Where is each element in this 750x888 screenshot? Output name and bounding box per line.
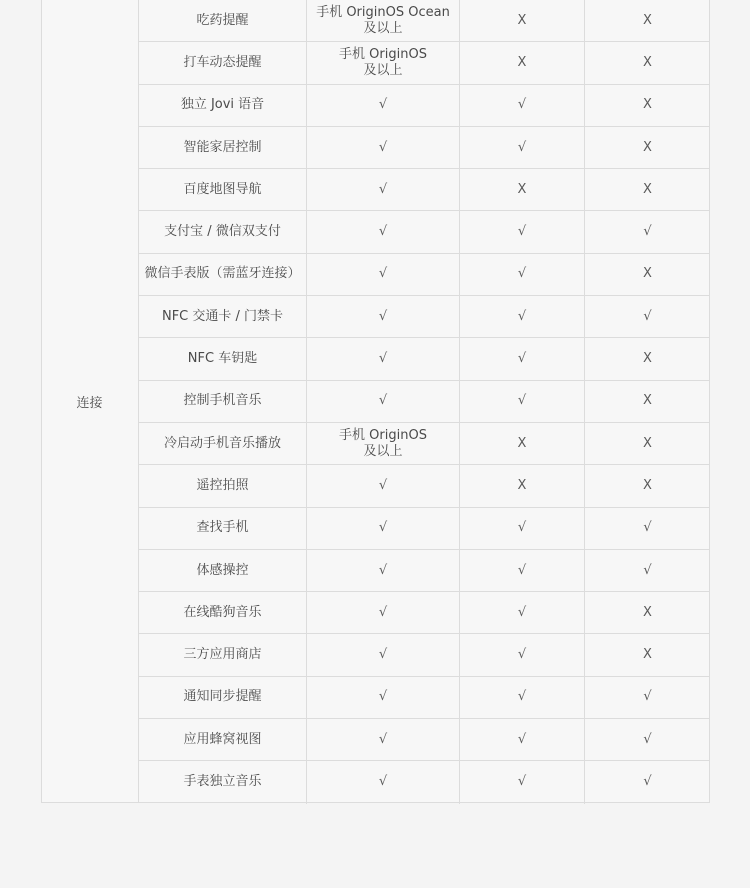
cross-mark: X [643, 435, 652, 451]
column-c-cell [585, 508, 710, 549]
cross-mark: X [643, 393, 652, 409]
cross-mark: X [643, 604, 652, 620]
cross-mark: X [643, 12, 652, 28]
check-mark: √ [643, 774, 652, 790]
feature-cell [139, 423, 307, 464]
feature-label: 冷启动手机音乐播放 [163, 435, 281, 451]
column-a-cell [307, 719, 460, 760]
feature-label: 打车动态提醒 [183, 54, 262, 70]
table-row [139, 761, 710, 803]
check-mark: √ [517, 774, 527, 790]
column-a-cell [307, 211, 460, 252]
column-c-cell [585, 42, 710, 83]
cross-mark: X [643, 266, 652, 282]
column-a-cell [307, 677, 460, 718]
feature-label: 智能家居控制 [183, 139, 262, 155]
column-c-cell [585, 592, 710, 633]
check-mark: √ [517, 562, 527, 578]
column-a-cell [307, 254, 460, 295]
check-mark: √ [378, 139, 388, 155]
table-row [139, 634, 710, 676]
feature-cell [139, 465, 307, 506]
column-b-cell [460, 634, 585, 675]
check-mark: √ [378, 647, 388, 663]
cross-mark: X [643, 54, 652, 70]
feature-label: 支付宝 / 微信双支付 [164, 224, 281, 240]
table-row [139, 211, 710, 253]
feature-cell [139, 761, 307, 803]
cross-mark: X [643, 647, 652, 663]
cross-mark: X [517, 435, 527, 451]
feature-label: 吃药提醒 [196, 12, 249, 28]
column-c-cell [585, 465, 710, 506]
column-c-cell [585, 381, 710, 422]
column-b-cell [460, 254, 585, 295]
feature-label: 微信手表版（需蓝牙连接） [144, 266, 301, 282]
column-b-cell [460, 465, 585, 506]
check-mark: √ [643, 731, 652, 747]
column-c-cell [585, 0, 710, 41]
column-a-cell [307, 761, 460, 803]
column-a-cell [307, 0, 460, 41]
feature-cell [139, 254, 307, 295]
cross-mark: X [517, 181, 527, 197]
check-mark: √ [517, 604, 527, 620]
check-mark: √ [643, 224, 652, 240]
feature-cell [139, 677, 307, 718]
check-mark: √ [643, 520, 652, 536]
table-row [139, 592, 710, 634]
column-b-cell [460, 508, 585, 549]
check-mark: √ [378, 181, 388, 197]
check-mark: √ [378, 393, 388, 409]
column-b-cell [460, 761, 585, 803]
column-c-cell [585, 677, 710, 718]
check-mark: √ [378, 266, 388, 282]
check-mark: √ [517, 351, 527, 367]
table-row [139, 0, 710, 42]
check-mark: √ [378, 774, 388, 790]
column-c-cell [585, 169, 710, 210]
column-a-cell [307, 423, 460, 464]
column-a-cell [307, 381, 460, 422]
check-mark: √ [517, 647, 527, 663]
requirement-note: 手机 OriginOS 及以上 [339, 427, 427, 459]
column-a-cell [307, 338, 460, 379]
check-mark: √ [517, 139, 527, 155]
column-c-cell [585, 254, 710, 295]
column-c-cell [585, 127, 710, 168]
cross-mark: X [643, 477, 652, 493]
table-row [139, 423, 710, 465]
feature-cell [139, 381, 307, 422]
column-b-cell [460, 338, 585, 379]
table-row [139, 508, 710, 550]
feature-label: 应用蜂窝视图 [183, 731, 262, 747]
feature-label: 百度地图导航 [183, 181, 262, 197]
feature-cell [139, 508, 307, 549]
table-row [139, 296, 710, 338]
check-mark: √ [378, 351, 388, 367]
table-row [139, 465, 710, 507]
check-mark: √ [517, 266, 527, 282]
category-cell [41, 0, 139, 803]
feature-cell [139, 42, 307, 83]
column-b-cell [460, 169, 585, 210]
check-mark: √ [643, 689, 652, 705]
column-a-cell [307, 42, 460, 83]
feature-label: 体感操控 [196, 562, 249, 578]
column-a-cell [307, 508, 460, 549]
feature-label: 手表独立音乐 [183, 774, 262, 790]
cross-mark: X [643, 97, 652, 113]
column-a-cell [307, 550, 460, 591]
column-a-cell [307, 634, 460, 675]
cross-mark: X [517, 54, 527, 70]
check-mark: √ [517, 731, 527, 747]
column-c-cell [585, 550, 710, 591]
table-row [139, 677, 710, 719]
feature-cell [139, 85, 307, 126]
check-mark: √ [378, 308, 388, 324]
table-row [139, 550, 710, 592]
feature-label: 在线酷狗音乐 [183, 604, 262, 620]
column-a-cell [307, 127, 460, 168]
column-b-cell [460, 211, 585, 252]
column-a-cell [307, 169, 460, 210]
check-mark: √ [378, 604, 388, 620]
column-c-cell [585, 761, 710, 803]
column-b-cell [460, 719, 585, 760]
table-row [139, 85, 710, 127]
check-mark: √ [378, 689, 388, 705]
column-c-cell [585, 423, 710, 464]
column-b-cell [460, 127, 585, 168]
check-mark: √ [378, 224, 388, 240]
column-b-cell [460, 381, 585, 422]
cross-mark: X [643, 139, 652, 155]
cross-mark: X [517, 12, 527, 28]
category-label: 连接 [76, 396, 103, 411]
table-row [139, 338, 710, 380]
check-mark: √ [517, 689, 527, 705]
check-mark: √ [643, 308, 652, 324]
check-mark: √ [378, 477, 388, 493]
feature-cell [139, 127, 307, 168]
requirement-note: 手机 OriginOS Ocean 及以上 [316, 4, 450, 36]
cross-mark: X [517, 477, 527, 493]
feature-cell [139, 169, 307, 210]
cross-mark: X [643, 181, 652, 197]
feature-cell [139, 338, 307, 379]
feature-label: 通知同步提醒 [183, 689, 262, 705]
feature-label: 遥控拍照 [196, 477, 249, 493]
column-c-cell [585, 211, 710, 252]
check-mark: √ [378, 520, 388, 536]
feature-label: 独立 Jovi 语音 [180, 97, 265, 113]
feature-cell [139, 592, 307, 633]
feature-cell [139, 0, 307, 41]
feature-label: 控制手机音乐 [183, 393, 262, 409]
column-a-cell [307, 465, 460, 506]
check-mark: √ [517, 308, 527, 324]
check-mark: √ [517, 97, 527, 113]
table-row [139, 381, 710, 423]
column-c-cell [585, 338, 710, 379]
column-b-cell [460, 550, 585, 591]
check-mark: √ [517, 393, 527, 409]
table-row [139, 169, 710, 211]
column-c-cell [585, 719, 710, 760]
column-b-cell [460, 423, 585, 464]
feature-cell [139, 211, 307, 252]
feature-label: NFC 交通卡 / 门禁卡 [161, 308, 284, 324]
column-c-cell [585, 634, 710, 675]
column-c-cell [585, 85, 710, 126]
feature-cell [139, 719, 307, 760]
column-b-cell [460, 296, 585, 337]
check-mark: √ [643, 562, 652, 578]
check-mark: √ [517, 520, 527, 536]
column-b-cell [460, 0, 585, 41]
column-b-cell [460, 42, 585, 83]
column-b-cell [460, 85, 585, 126]
check-mark: √ [517, 224, 527, 240]
feature-cell [139, 634, 307, 675]
requirement-note: 手机 OriginOS 及以上 [339, 46, 427, 78]
column-a-cell [307, 85, 460, 126]
column-c-cell [585, 296, 710, 337]
cross-mark: X [643, 351, 652, 367]
feature-label: NFC 车钥匙 [187, 351, 258, 367]
table-row [139, 42, 710, 84]
column-a-cell [307, 592, 460, 633]
table-row [139, 719, 710, 761]
column-b-cell [460, 677, 585, 718]
check-mark: √ [378, 562, 388, 578]
check-mark: √ [378, 97, 388, 113]
table-row [139, 127, 710, 169]
feature-label: 三方应用商店 [183, 647, 262, 663]
feature-cell [139, 550, 307, 591]
table-rows [139, 0, 710, 804]
check-mark: √ [378, 731, 388, 747]
feature-label: 查找手机 [196, 520, 249, 536]
column-a-cell [307, 296, 460, 337]
feature-cell [139, 296, 307, 337]
table-row [139, 254, 710, 296]
column-b-cell [460, 592, 585, 633]
